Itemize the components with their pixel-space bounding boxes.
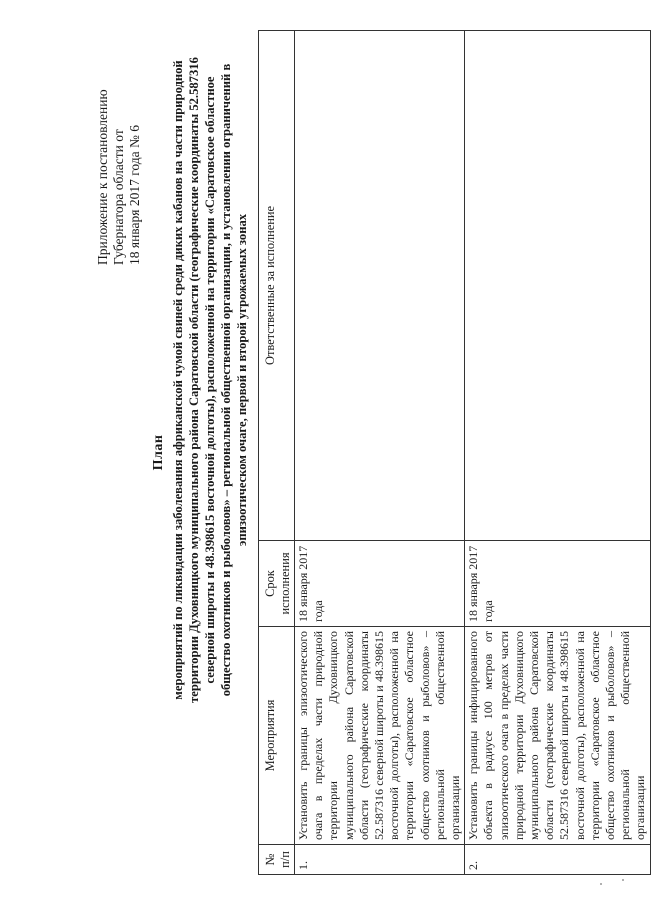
row-responsible <box>295 31 465 541</box>
row-num: 1. <box>295 845 465 875</box>
appendix-line-3: 18 января 2017 года № 6 <box>127 124 142 265</box>
row-responsible <box>465 31 650 541</box>
appendix-line-1: Приложение к постановлению <box>95 89 110 265</box>
table-header-row <box>259 31 295 875</box>
plan-title: План <box>151 434 166 471</box>
table-row <box>295 31 465 875</box>
table-row <box>465 31 650 875</box>
header-measure: Мероприятия <box>259 627 295 845</box>
appendix-line-2: Губернатора области от <box>111 129 126 265</box>
plan-subtitle: мероприятий по ликвидации заболевания африканской чумой свиней среди диких кабанов на части природной территории Духовницкого муниципального района Саратовской области (географические координаты 52.587316 северной широты и 48.398615 восточной долготы), расположенной на территории «Саратовское областное общество охотников и рыболовов» – региональной общественной организации, и установлении ограничений в эпизоотическом очаге, первой и второй угрожаемых зонах <box>171 57 249 703</box>
row-measure: Установить границы эпизоотического очага в пределах части природной территории Духовницкого муниципального района Саратовской области (географические координаты 52.587316 северной широты и 48.398615 восточной долготы), расположенной на территории «Саратовское областное общество охотников и рыболовов» – региональной общественной организации <box>295 627 465 845</box>
plan-table <box>258 30 651 875</box>
header-num: № п/п <box>259 845 295 875</box>
row-measure: Установить границы инфицированного объекта в радиусе 100 метров от эпизоотического очага в пределах части природной территории Духовницкого муниципального района Саратовской области (географические координаты 52.587316 северной широты и 48.398615 восточной долготы), расположенной на территории «Саратовское областное общество охотников и рыболовов» – региональной общественной организации <box>465 627 650 845</box>
row-term: 18 января 2017 года <box>465 541 650 627</box>
header-responsible: Ответственные за исполнение <box>259 31 295 541</box>
appendix-note <box>95 45 143 265</box>
row-term: 18 января 2017 года <box>295 541 465 627</box>
header-term: Срок исполнения <box>259 541 295 627</box>
row-num: 2. <box>465 845 650 875</box>
scan-speck <box>622 879 624 881</box>
scan-speck <box>600 883 602 885</box>
